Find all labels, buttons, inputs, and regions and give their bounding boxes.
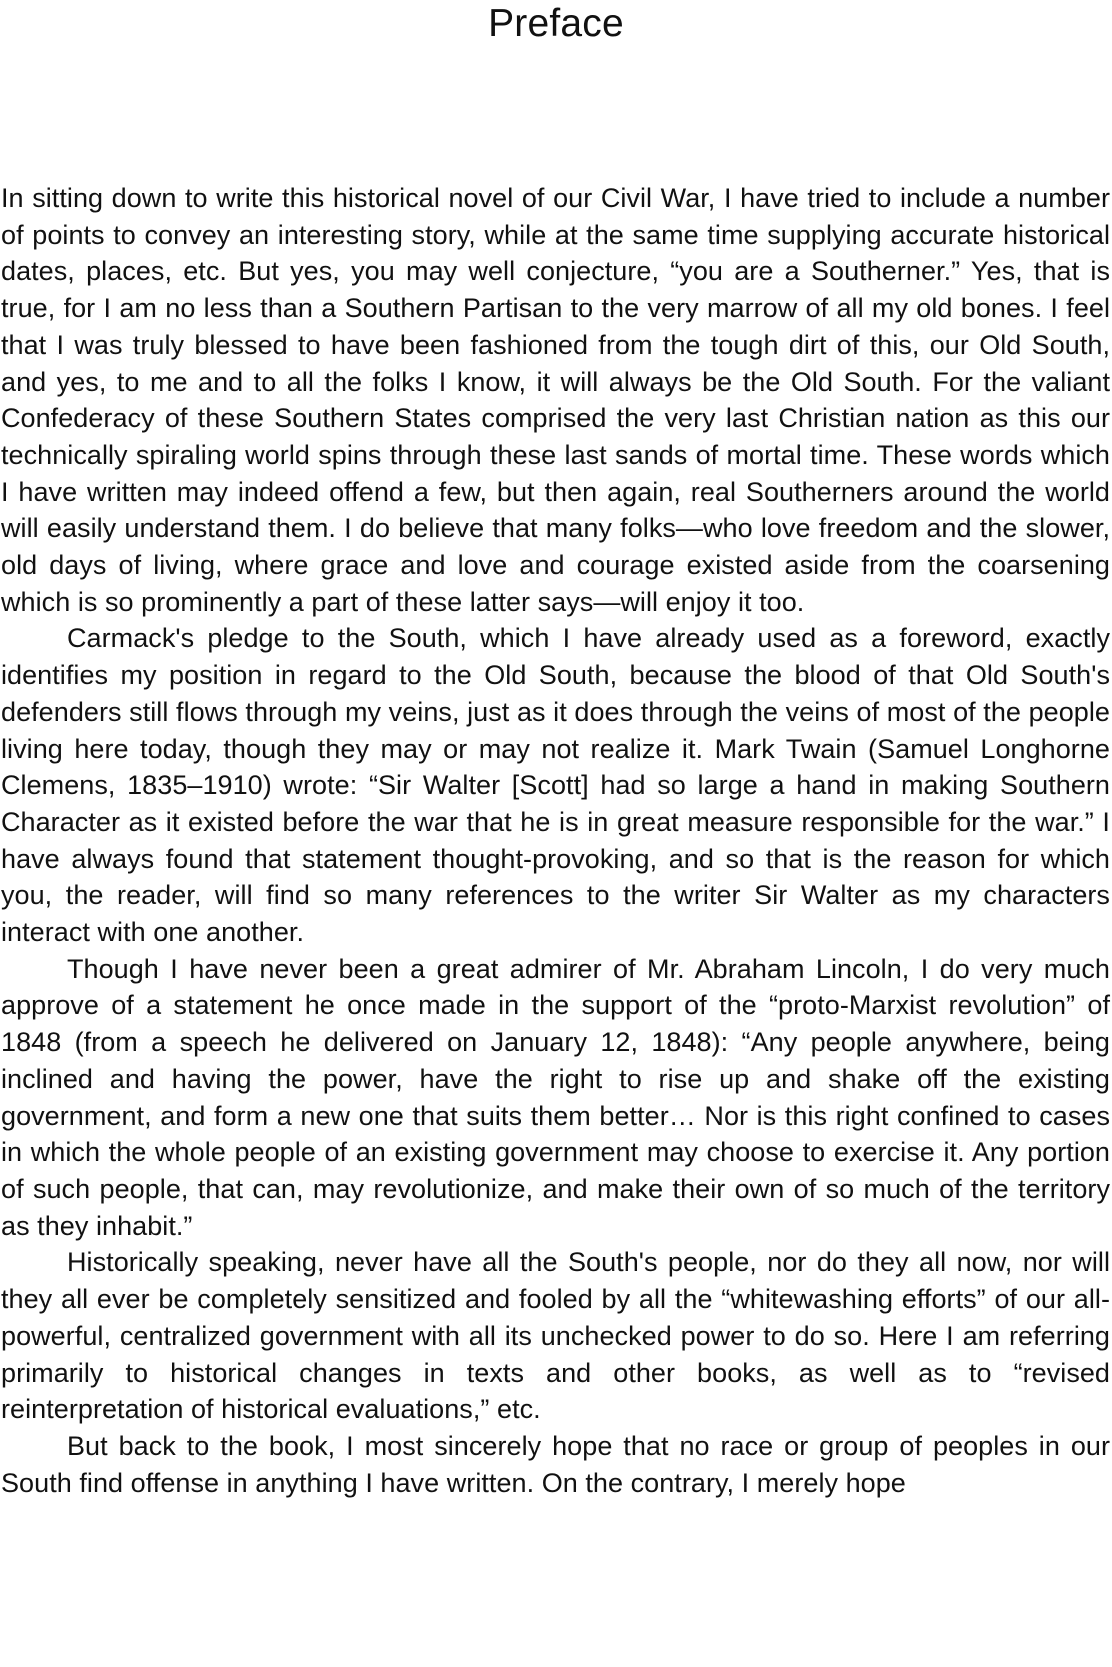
page-title: Preface	[488, 2, 624, 45]
paragraph-4: Historically speaking, never have all the South's people, nor do they all now, nor will they all ever be completely sensitized and fooled by all the “whitewashing efforts” of our all-powerful, centralized government with all its unchecked power to do so. Here I am referring primarily to historical changes in texts and other books, as well as to “revised reinterpretation of historical evaluations,” etc.	[1, 1247, 1110, 1425]
paragraph-1: In sitting down to write this historical novel of our Civil War, I have tried to include a number of points to convey an interesting story, while at the same time supplying accurate historical dates, places, etc. But yes, you may well conjecture, “you are a Southerner.” Yes, that is true, for I am no less than a Southern Partisan to the very marrow of all my old bones. I feel that I was truly blessed to have been fashioned from the tough dirt of this, our Old South, and yes, to me and to all the folks I know, it will always be the Old South. For the valiant Confederacy of these Southern States comprised the very last Christian nation as this our technically spiraling world spins through these last sands of mortal time. These words which I have written may indeed offend a few, but then again, real Southerners around the world will easily understand them. I do believe that many folks—who love freedom and the slower, old days of living, where grace and love and courage existed aside from the coarsening which is so prominently a part of these latter says—will enjoy it too.	[1, 183, 1110, 617]
paragraph-5: But back to the book, I most sincerely hope that no race or group of peoples in our South find offense in anything I have written. On the contrary, I merely hope	[1, 1430, 1110, 1498]
paragraph-2: Carmack's pledge to the South, which I have already used as a foreword, exactly identifies my position in regard to the Old South, because the blood of that Old South's defenders still flows through my veins, just as it does through the veins of most of the people living here today, though they may or may not realize it. Mark Twain (Samuel Longhorne Clemens, 1835–1910) wrote: “Sir Walter [Scott] had so large a hand in making Southern Character as it existed before the war that he is in great measure responsible for the war.” I have always found that statement thought-provoking, and so that is the reason for which you, the reader, will find so many references to the writer Sir Walter as my characters interact with one another.	[1, 623, 1110, 948]
preface-body	[1, 180, 1110, 1501]
paragraph-3: Though I have never been a great admirer of Mr. Abraham Lincoln, I do very much approve of a statement he once made in the support of the “proto-Marxist revolution” of 1848 (from a speech he delivered on January 12, 1848): “Any people anywhere, being inclined and having the power, have the right to rise up and shake off the existing government, and form a new one that suits them better… Nor is this right confined to cases in which the whole people of an existing government may choose to exercise it. Any portion of such people, that can, may revolutionize, and make their own of so much of the territory as they inhabit.”	[1, 953, 1110, 1241]
